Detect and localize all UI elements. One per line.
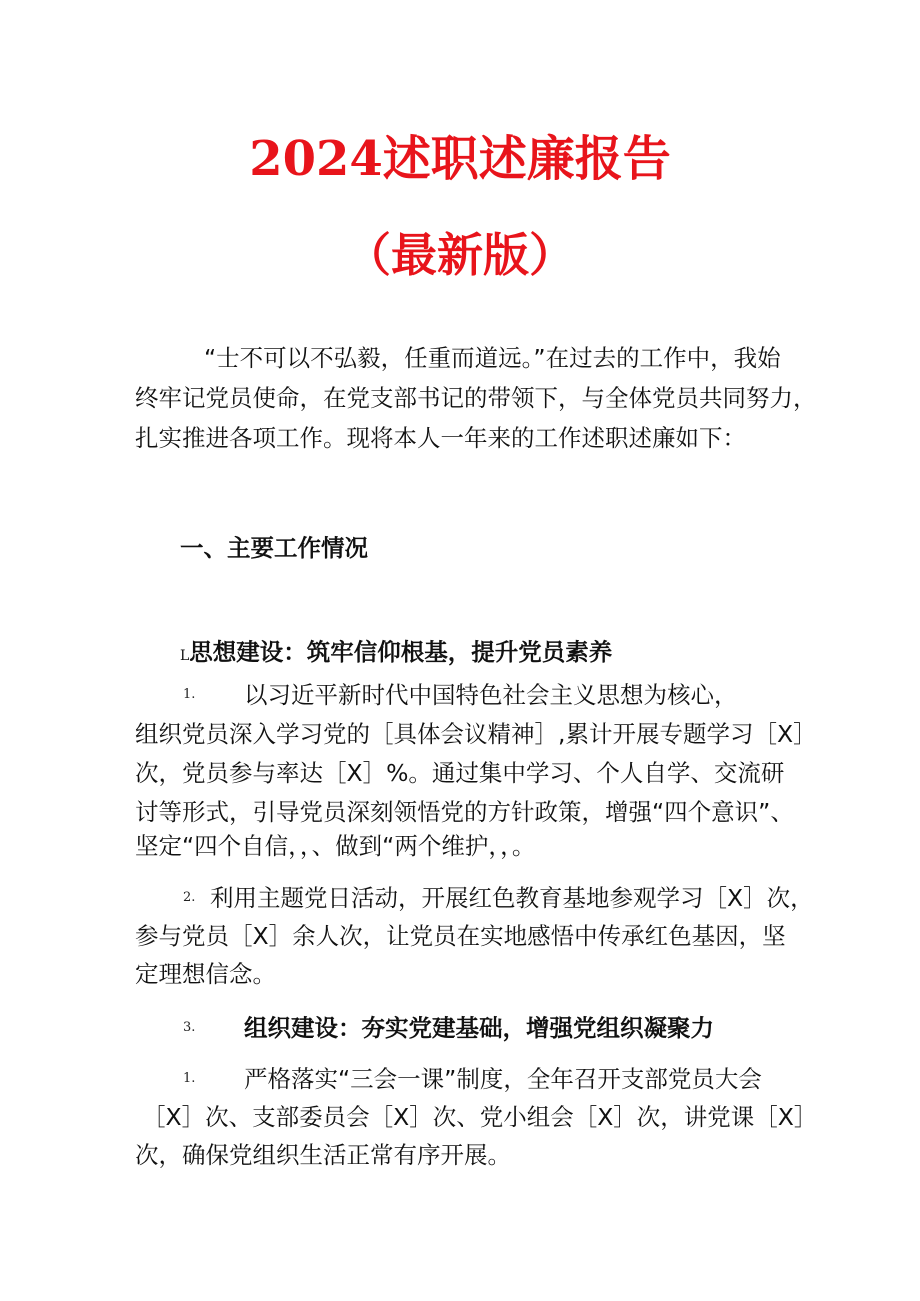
section-heading: 一、主要工作情况 <box>180 534 368 562</box>
paragraph-line: ［X］次、支部委员会［X］次、党小组会［X］次，讲党课［X］ <box>142 1103 818 1131</box>
paragraph-line: 定理想信念。 <box>135 960 276 988</box>
paragraph-line: 参与党员［X］余人次，让党员在实地感悟中传承红色基因，坚 <box>135 922 786 950</box>
item-marker: 1. <box>183 687 196 702</box>
paragraph-line: 利用主题党日活动，开展红色教育基地参观学习［X］次， <box>210 884 814 912</box>
intro-line-1: “士不可以不弘毅，任重而道远。”在过去的工作中，我始 <box>204 344 781 372</box>
paragraph-line: 坚定“四个自信，，、做到“两个维护，，。 <box>135 832 536 860</box>
subsection-heading-ideology <box>180 636 612 672</box>
title-year: 2024 <box>249 131 383 187</box>
intro-line-3: 扎实推进各项工作。现将本人一年来的工作述职述廉如下： <box>135 424 746 452</box>
paragraph-line: 次，确保党组织生活正常有序开展。 <box>135 1141 511 1169</box>
subsection-heading-text: 思想建设：筑牢信仰根基，提升党员素养 <box>189 638 613 666</box>
document-title <box>0 130 920 188</box>
paragraph-line: 次，党员参与率达［X］%。通过集中学习、个人自学、交流研 <box>135 759 785 787</box>
subsection-marker: L <box>180 648 190 664</box>
item-marker: 1. <box>183 1071 196 1086</box>
paragraph-line: 以习近平新时代中国特色社会主义思想为核心， <box>244 681 738 709</box>
intro-line-2: 终牢记党员使命，在党支部书记的带领下，与全体党员共同努力， <box>135 384 817 412</box>
title-text: 述职述廉报告 <box>382 131 671 187</box>
document-subtitle: （最新版） <box>345 228 575 282</box>
subsection-marker: 3. <box>183 1020 196 1035</box>
subsection-heading-organization: 组织建设：夯实党建基础，增强党组织凝聚力 <box>244 1014 714 1042</box>
paragraph-line: 讨等形式，引导党员深刻领悟党的方针政策，增强“四个意识”、 <box>135 798 794 826</box>
paragraph-line: 组织党员深入学习党的［具体会议精神］,累计开展专题学习［X］ <box>135 720 817 748</box>
paragraph-line: 严格落实“三会一课”制度，全年召开支部党员大会 <box>244 1065 762 1093</box>
item-marker: 2. <box>183 890 196 905</box>
